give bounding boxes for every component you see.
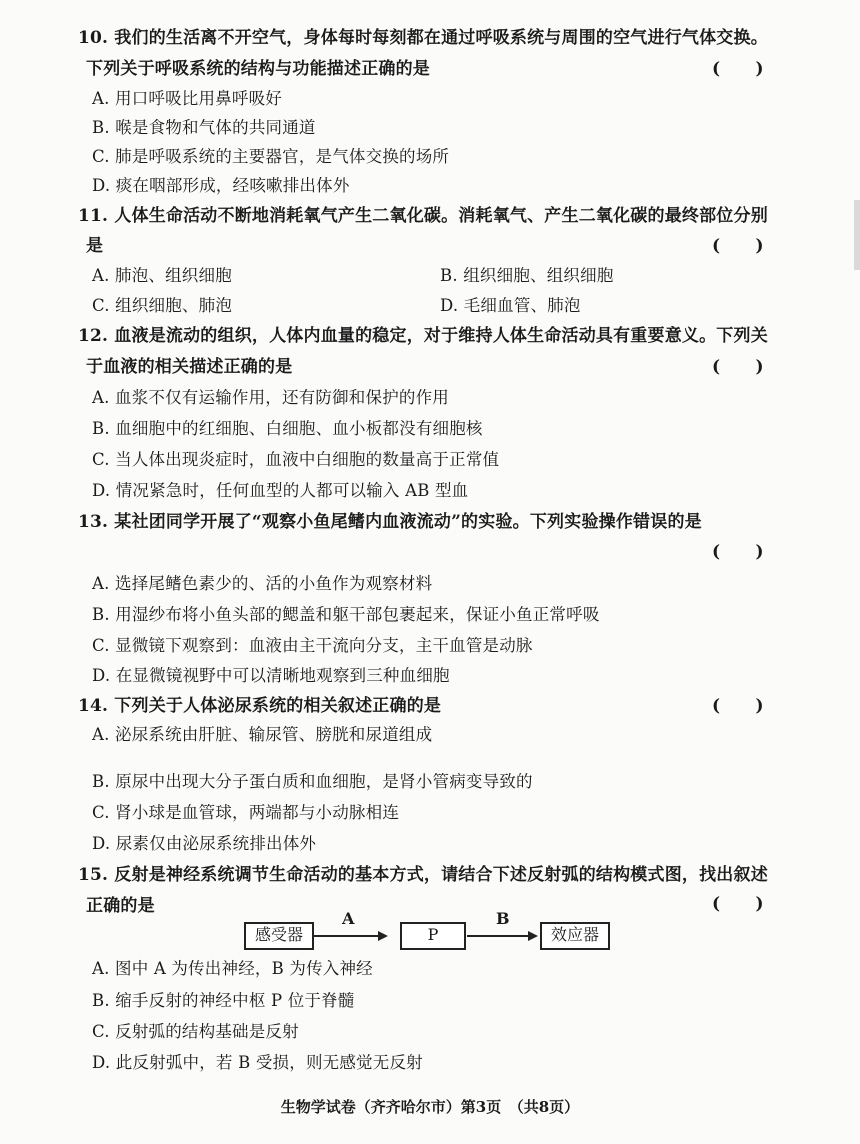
q15-stem-line2: 正确的是 xyxy=(86,896,155,916)
q12-stem-line2: 于血液的相关描述正确的是 xyxy=(86,357,293,377)
q11-stem-line2: 是 xyxy=(86,236,104,256)
q14-option-a: A. 泌尿系统由肝脏、输尿管、膀胱和尿道组成 xyxy=(92,725,433,744)
q13-answer-parens: ( ) xyxy=(712,542,764,562)
q15-option-d: D. 此反射弧中，若 B 受损，则无感觉无反射 xyxy=(92,1053,423,1072)
center-p-box: P xyxy=(400,922,466,950)
q11-option-c: C. 组织细胞、肺泡 xyxy=(92,296,233,315)
q10-option-c: C. 肺是呼吸系统的主要器官，是气体交换的场所 xyxy=(92,147,450,166)
q10-option-d: D. 痰在咽部形成，经咳嗽排出体外 xyxy=(92,176,350,195)
q15-option-c: C. 反射弧的结构基础是反射 xyxy=(92,1022,299,1041)
q12-option-d: D. 情况紧急时，任何血型的人都可以输入 AB 型血 xyxy=(92,481,469,500)
q10-option-b: B. 喉是食物和气体的共同通道 xyxy=(92,118,316,137)
page-footer: 生物学试卷（齐齐哈尔市）第3页 （共8页） xyxy=(280,1098,580,1116)
q11-option-b: B. 组织细胞、组织细胞 xyxy=(440,266,614,285)
arrow-a-label: A xyxy=(342,909,355,928)
q11-option-d: D. 毛细血管、肺泡 xyxy=(440,296,581,315)
q13-option-a: A. 选择尾鳍色素少的、活的小鱼作为观察材料 xyxy=(92,574,433,593)
q12-option-b: B. 血细胞中的红细胞、白细胞、血小板都没有细胞核 xyxy=(92,419,483,438)
q10-stem-line1: 10. 我们的生活离不开空气，身体每时每刻都在通过呼吸系统与周围的空气进行气体交换。 xyxy=(78,28,768,48)
q15-stem-line1: 15. 反射是神经系统调节生命活动的基本方式，请结合下述反射弧的结构模式图，找出叙述 xyxy=(78,865,768,885)
q12-stem-line1: 12. 血液是流动的组织，人体内血量的稳定，对于维持人体生命活动具有重要意义。下列关 xyxy=(78,326,768,346)
arrow-b-head xyxy=(528,931,538,941)
arrow-b-label: B xyxy=(496,909,510,928)
q13-stem-line1: 13. 某社团同学开展了“观察小鱼尾鳍内血液流动”的实验。下列实验操作错误的是 xyxy=(78,512,702,532)
q13-option-b: B. 用湿纱布将小鱼头部的鳃盖和躯干部包裹起来，保证小鱼正常呼吸 xyxy=(92,605,600,624)
q14-answer-parens: ( ) xyxy=(712,696,764,716)
q11-answer-parens: ( ) xyxy=(712,236,764,256)
q14-option-c: C. 肾小球是血管球，两端都与小动脉相连 xyxy=(92,803,400,822)
q14-option-d: D. 尿素仅由泌尿系统排出体外 xyxy=(92,834,317,853)
q14-stem-line1: 14. 下列关于人体泌尿系统的相关叙述正确的是 xyxy=(78,696,442,716)
q10-option-a: A. 用口呼吸比用鼻呼吸好 xyxy=(92,89,283,108)
scan-edge-shadow xyxy=(854,200,860,270)
q10-answer-parens: ( ) xyxy=(712,59,764,79)
arrow-a-head xyxy=(378,931,388,941)
q13-option-d: D. 在显微镜视野中可以清晰地观察到三种血细胞 xyxy=(92,666,450,685)
receptor-box: 感受器 xyxy=(244,922,314,950)
q11-stem-line1: 11. 人体生命活动不断地消耗氧气产生二氧化碳。消耗氧气、产生二氧化碳的最终部位分别 xyxy=(78,206,768,226)
q10-stem-line2: 下列关于呼吸系统的结构与功能描述正确的是 xyxy=(86,59,430,79)
effector-box: 效应器 xyxy=(540,922,610,950)
arrow-a-line xyxy=(313,935,379,937)
q12-option-c: C. 当人体出现炎症时，血液中白细胞的数量高于正常值 xyxy=(92,450,500,469)
q15-answer-parens: ( ) xyxy=(712,894,764,914)
arrow-b-line xyxy=(467,935,529,937)
q13-option-c: C. 显微镜下观察到：血液由主干流向分支，主干血管是动脉 xyxy=(92,636,533,655)
q12-option-a: A. 血浆不仅有运输作用，还有防御和保护的作用 xyxy=(92,388,450,407)
q11-option-a: A. 肺泡、组织细胞 xyxy=(92,266,232,285)
q14-option-b: B. 原尿中出现大分子蛋白质和血细胞，是肾小管病变导致的 xyxy=(92,772,533,791)
q15-option-a: A. 图中 A 为传出神经，B 为传入神经 xyxy=(92,959,373,978)
q15-option-b: B. 缩手反射的神经中枢 P 位于脊髓 xyxy=(92,991,355,1010)
q12-answer-parens: ( ) xyxy=(712,357,764,377)
